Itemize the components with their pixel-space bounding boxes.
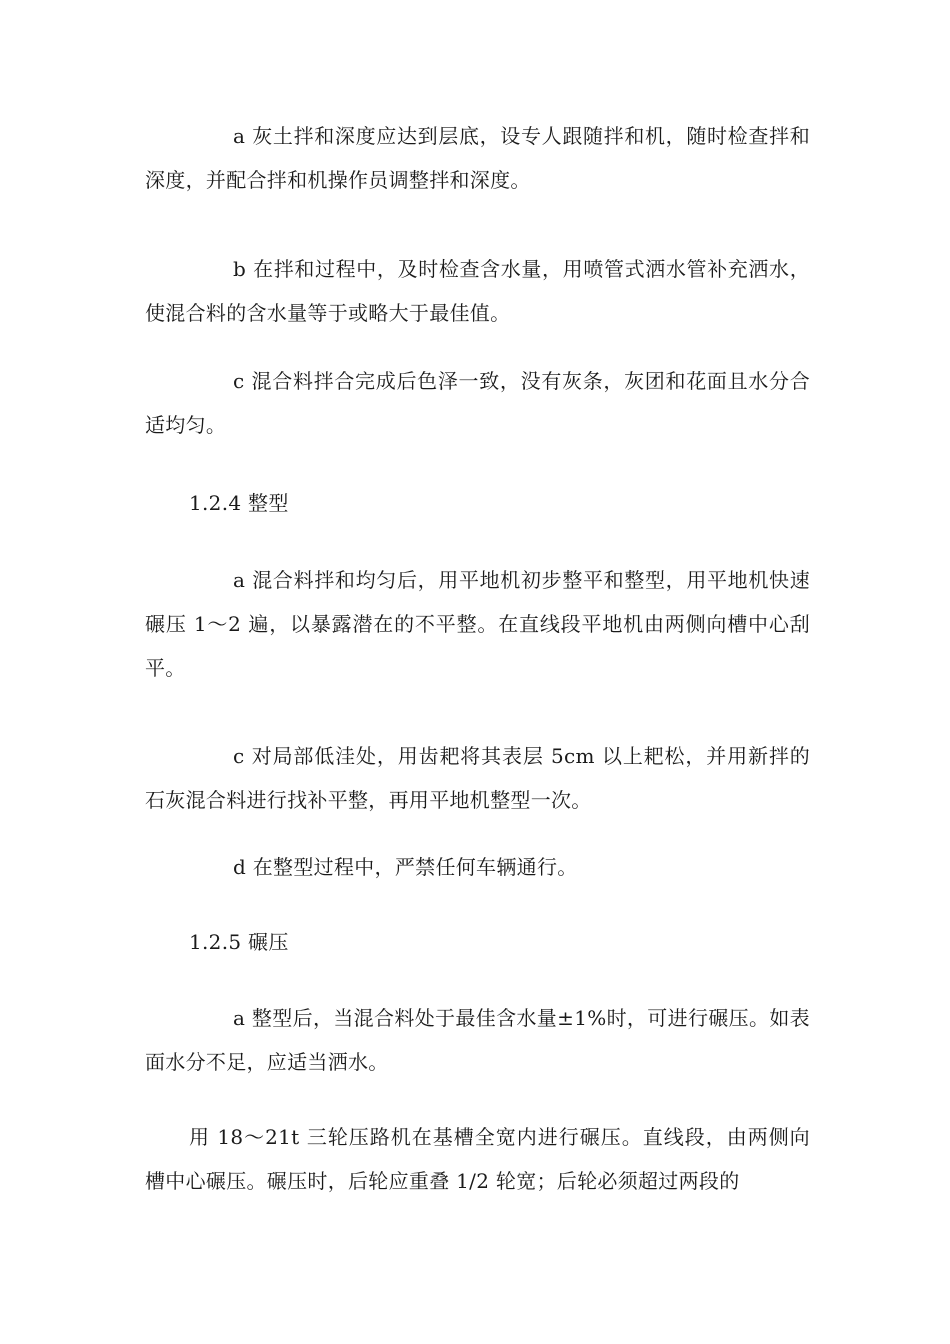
- paragraph-rolling-moisture: a 整型后，当混合料处于最佳含水量±1%时，可进行碾压。如表面水分不足，应适当洒水。: [145, 1006, 810, 1074]
- paragraph-roller-method: 用 18～21t 三轮压路机在基槽全宽内进行碾压。直线段，由两侧向槽中心碾压。碾压时，后轮应重叠 1/2 轮宽；后轮必须超过两段的: [145, 1125, 810, 1193]
- paragraph-low-spots: c 对局部低洼处，用齿耙将其表层 5cm 以上耙松，并用新拌的石灰混合料进行找补平整，再用平地机整型一次。: [145, 744, 810, 812]
- paragraph-grading: a 混合料拌和均匀后，用平地机初步整平和整型，用平地机快速碾压 1～2 遍，以暴露潜在的不平整。在直线段平地机由两侧向槽中心刮平。: [145, 568, 810, 680]
- section-heading-1-2-4: 1.2.4 整型: [189, 491, 289, 515]
- paragraph-mixing-depth: a 灰土拌和深度应达到层底，设专人跟随拌和机，随时检查拌和深度，并配合拌和机操作员调整拌和深度。: [145, 124, 810, 192]
- paragraph-mix-uniformity: c 混合料拌合完成后色泽一致，没有灰条，灰团和花面且水分合适均匀。: [145, 369, 810, 437]
- paragraph-moisture-check: b 在拌和过程中，及时检查含水量，用喷管式洒水管补充洒水，使混合料的含水量等于或略大于最佳值。: [145, 257, 810, 325]
- section-heading-1-2-5: 1.2.5 碾压: [189, 930, 289, 954]
- paragraph-no-traffic: d 在整型过程中，严禁任何车辆通行。: [233, 855, 578, 879]
